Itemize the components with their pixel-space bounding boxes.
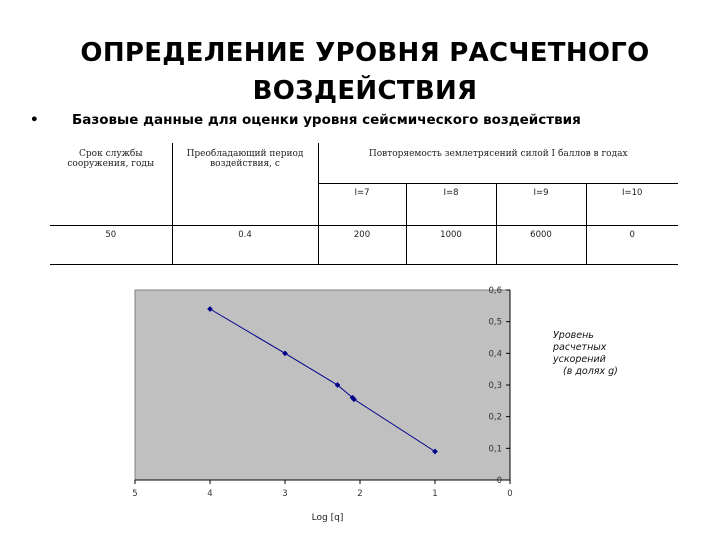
table-cell: 1000 [406,226,496,265]
y-tick-label: 0,2 [488,412,502,423]
slide-title-line1: ОПРЕДЕЛЕНИЕ УРОВНЯ РАСЧЕТНОГО [80,38,650,68]
x-tick-label: 1 [432,489,438,499]
y-axis-title-line3: ускорений [553,354,606,365]
col-header-period-line1: Преобладающий период [186,149,304,159]
table-cell: 0.4 [172,226,318,265]
table-cell: 50 [50,226,172,265]
y-tick-label: 0,5 [488,317,502,328]
table-cell: 0 [586,226,678,265]
y-axis-title-line4: (в долях g) [563,366,618,377]
x-tick-label: 2 [357,489,363,499]
col-header-service-life-line1: Срок службы [79,149,143,159]
y-axis-title [553,330,663,378]
y-axis-title-line1: Уровень [553,330,594,341]
y-tick-label: 0,4 [488,349,502,360]
plot-area [135,290,510,480]
col-header-i10: I=10 [586,184,678,226]
x-tick-label: 5 [132,489,138,499]
col-header-i7: I=7 [318,184,406,226]
bullet-icon: • [30,112,39,128]
y-tick-label: 0,3 [488,381,502,391]
y-tick-label: 0,1 [488,444,502,455]
col-header-period-line2: воздействия, с [210,159,280,169]
col-header-i8: I=8 [406,184,496,226]
y-tick-label: 0 [496,476,502,486]
y-tick-label: 0,6 [488,286,502,296]
x-tick-label: 0 [507,489,513,499]
x-axis [132,480,512,499]
table-cell: 6000 [496,226,586,265]
col-header-i9: I=9 [496,184,586,226]
bullet-text: Базовые данные для оценки уровня сейсмического воздействия [72,112,581,128]
slide-title-line2: ВОЗДЕЙСТВИЯ [252,76,478,106]
x-axis-title: Log [q] [311,513,344,523]
y-axis-title-line2: расчетных [553,342,607,353]
col-header-recurrence: Повторяемость землетрясений силой I баллов в годах [318,143,678,184]
x-tick-label: 4 [207,489,213,499]
col-header-service-life-line2: сооружения, годы [67,159,155,169]
x-tick-label: 3 [282,489,288,499]
table-cell: 200 [318,226,406,265]
